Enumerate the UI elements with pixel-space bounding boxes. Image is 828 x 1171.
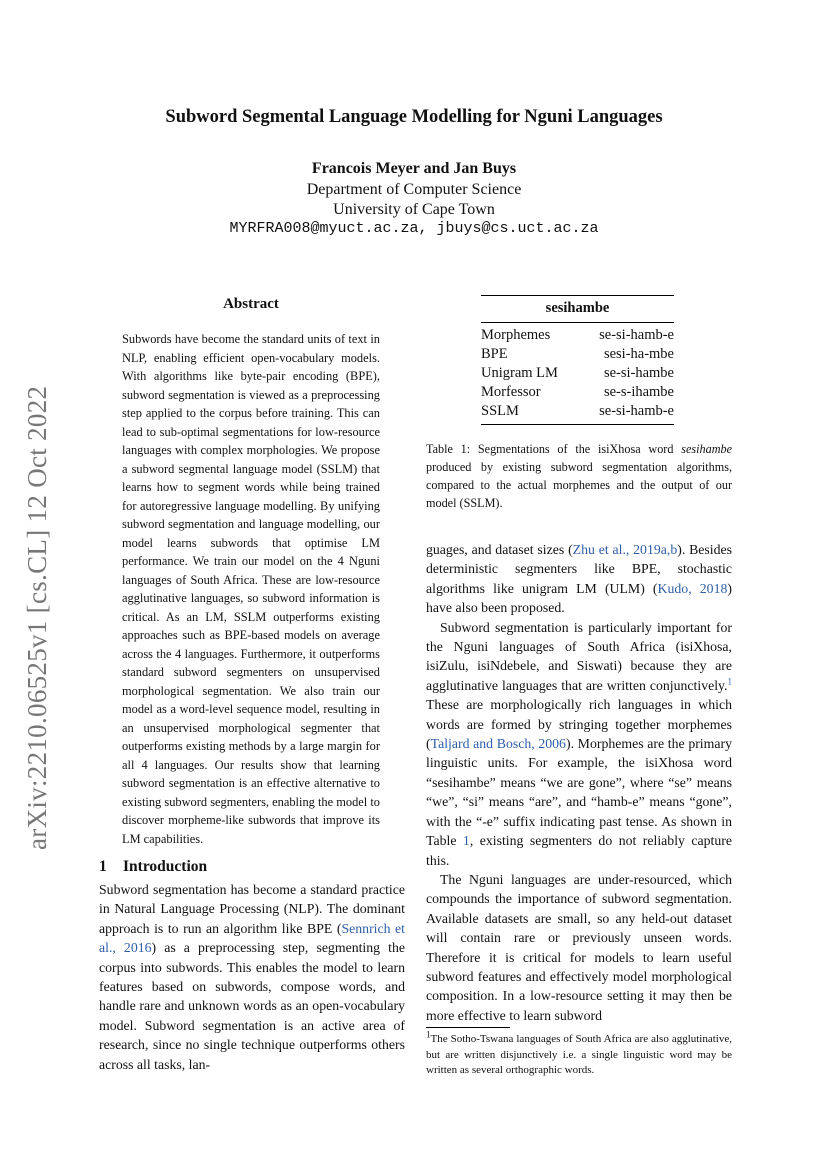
author-emails: MYRFRA008@myuct.ac.za, jbuys@cs.uct.ac.za [229, 220, 599, 237]
table-cell-method: SSLM [481, 402, 579, 425]
table-cell-segmentation: sesi-ha-mbe [603, 346, 674, 362]
section-heading-introduction [99, 858, 207, 876]
table-row [481, 364, 674, 383]
citation-link[interactable]: Taljard and Bosch, 2006 [430, 736, 566, 752]
table-row [481, 323, 674, 346]
table-cell-method: Morphemes [481, 327, 551, 343]
affiliation-department: Department of Computer Science [306, 181, 522, 198]
table-row [481, 383, 674, 402]
arxiv-stamp: arXiv:2210.06525v1 [cs.CL] 12 Oct 2022 [22, 385, 52, 850]
intro-paragraph [426, 540, 732, 618]
table-cell-segmentation: se-si-hambe [603, 365, 674, 381]
caption-word: sesihambe [681, 442, 732, 456]
table-cell-segmentation: se-s-ihambe [603, 384, 674, 400]
citation-link[interactable]: Zhu et al., 2019a,b [572, 542, 678, 557]
table-cell-segmentation: se-si-hamb-e [579, 402, 674, 425]
text-span: ). Morphemes are the primary linguistic units. For example, the isiXhosa word “sesihambe” means “we are gone”, where “se” means “we”, “si” means “are”, and “hamb-e” means “gone”, with the “-e” suffix indicating past tense. As shown in Table [426, 736, 732, 849]
table-cell-segmentation: se-si-hamb-e [599, 327, 674, 343]
abstract-heading: Abstract [223, 296, 279, 312]
footnote-marker[interactable]: 1 [727, 676, 732, 687]
table-reference-link[interactable]: 1 [462, 833, 470, 849]
introduction-column-right [426, 540, 732, 1025]
table-header: sesihambe [481, 296, 674, 323]
footnote-number: 1 [426, 1029, 431, 1040]
table-cell-method: Morfessor [481, 384, 541, 400]
text-span: Subword segmentation is particularly important for the Nguni languages of South Africa (isiXhosa, isiZulu, isiNdebele, and Siswati) because they are agglutinative languages that are written conjunctively. [426, 619, 732, 693]
text-span: Table 1: Segmentations of the isiXhosa word [426, 442, 682, 456]
table-row [481, 345, 674, 364]
intro-paragraph [426, 618, 732, 870]
authors: Francois Meyer and Jan Buys [311, 160, 517, 177]
text-span: These are morphologically rich languages in which words are formed by stringing together morphemes ( [426, 697, 732, 752]
section-number: 1 [99, 858, 107, 875]
affiliation-university: University of Cape Town [333, 201, 495, 218]
footnote [426, 1029, 732, 1079]
intro-paragraph [99, 880, 405, 1074]
text-span: Subword segmentation has become a standard practice in Natural Language Processing (NLP). The dominant approach is to run an algorithm like BPE ( [99, 882, 405, 936]
segmentation-table [481, 295, 674, 425]
text-span: , existing segmenters do not reliably capture this. [426, 833, 732, 868]
text-span: ). Besides deterministic segmenters like BPE, stochastic algorithms like unigram LM (ULM) ( [426, 542, 732, 596]
table-cell-method: Unigram LM [481, 365, 558, 381]
intro-paragraph: The Nguni languages are under-resourced, which compounds the importance of subword segmentation. Available datasets are small, so any held-out dataset will contain rare or previously unseen words. Therefore it is critical for models to learn useful subword features and effectively model morphological composition. In a low-resource setting it may then be more effective to learn subword [426, 871, 732, 1023]
table-row [481, 402, 674, 425]
text-span: ) as a preprocessing step, segmenting the corpus into subwords. This enables the model to learn features based on subwords, compose words, and handle rare and unknown words as an open-vocabulary model. Subword segmentation is an active area of research, since no single technique outperforms others across all tasks, lan- [99, 940, 405, 1072]
text-span: produced by existing subword segmentation algorithms, compared to the actual morphemes and the output of our model (SSLM). [426, 460, 732, 510]
introduction-column-left [99, 880, 405, 1074]
citation-link[interactable]: Sennrich et al., 2016 [99, 920, 406, 956]
paper-title: Subword Segmental Language Modelling for Nguni Languages [165, 107, 663, 127]
footnote-divider [426, 1027, 510, 1028]
abstract-text: Subwords have become the standard units of text in NLP, enabling efficient open-vocabulary models. With algorithms like byte-pair encoding (BPE), subword segmentation is viewed as a preprocessing step applied to the corpus before training. This can lead to sub-optimal segmentations for low-resource languages with complex morphologies. We propose a subword segmental language model (SSLM) that learns how to segment words while being trained for autoregressive language modelling. By unifying subword segmentation and language modelling, our model learns subwords that optimise LM performance. We train our model on the 4 Nguni languages of South Africa. These are low-resource agglutinative languages, so subword information is critical. As an LM, SSLM outperforms existing approaches such as BPE-based models on average across the 4 languages. Furthermore, it outperforms standard subword segmenters on unsupervised morphological segmentation. We also train our model as a word-level sequence model, resulting in an unsupervised morphological segmenter that outperforms existing methods by a large margin for all 4 languages. Our results show that learning subword segmentation is an effective alternative to existing subword segmenters, enabling the model to discover morpheme-like subwords that improve its LM capabilities. [122, 332, 380, 846]
footnote-text: The Sotho-Tswana languages of South Africa are also agglutinative, but are written disjunctively i.e. a single linguistic word may be written as several orthographic words. [426, 1033, 732, 1076]
citation-link[interactable]: Kudo, 2018 [657, 580, 728, 596]
section-title: Introduction [123, 858, 208, 875]
table-caption [426, 440, 732, 512]
table-cell-method: BPE [481, 346, 508, 362]
text-span: guages, and dataset sizes ( [426, 542, 573, 557]
text-span: ) have also been proposed. [426, 580, 732, 616]
